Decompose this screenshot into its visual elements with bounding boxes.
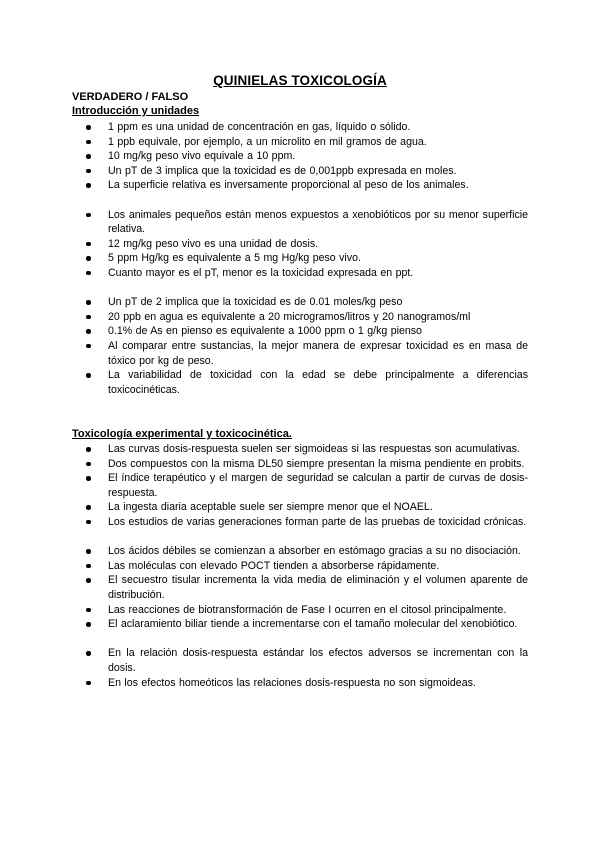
list-item [72, 178, 528, 193]
list-item [72, 544, 528, 559]
bullet-icon [86, 476, 91, 481]
list-item-text: 1 ppb equivale, por ejemplo, a un microlito en mil gramos de agua. [108, 135, 427, 148]
bullet-icon [86, 140, 91, 145]
list-item-text: Los animales pequeños están menos expuestos a xenobióticos por su menor superficie relativa. [108, 208, 528, 236]
bullet-icon [86, 447, 91, 452]
list-spacer [72, 632, 528, 647]
list-item [72, 471, 528, 500]
list-item-text: Al comparar entre sustancias, la mejor manera de expresar toxicidad es en masa de tóxico por kg de peso. [108, 339, 528, 367]
list-item-text: El índice terapéutico y el margen de seguridad se calculan a partir de curvas de dosis-respuesta. [108, 472, 528, 499]
list-item [72, 500, 528, 515]
page-title: QUINIELAS TOXICOLOGÍA [213, 73, 387, 88]
list-item-text: Un pT de 2 implica que la toxicidad es de 0.01 moles/kg peso [108, 296, 403, 309]
list-item [72, 135, 528, 150]
bullet-icon [86, 300, 91, 305]
bullet-icon [86, 608, 91, 613]
list-item [72, 237, 528, 252]
list-item [72, 310, 528, 325]
list-item [72, 442, 528, 457]
bullet-icon [86, 154, 91, 159]
bullet-icon [86, 373, 91, 378]
list-item-text: En los efectos homeóticos las relaciones dosis-respuesta no son sigmoideas. [108, 676, 476, 689]
list-item [72, 164, 528, 179]
list-item [72, 149, 528, 164]
list-item [72, 676, 528, 691]
bullet-icon [86, 505, 91, 510]
list-item-text: 5 ppm Hg/kg es equivalente a 5 mg Hg/kg peso vivo. [108, 252, 361, 265]
bullet-icon [86, 242, 91, 247]
list-item-text: Las reacciones de biotransformación de Fase I ocurren en el citosol principalmente. [108, 603, 507, 616]
list-item-text: En la relación dosis-respuesta estándar los efectos adversos se incrementan con la dosis. [108, 647, 528, 674]
bullet-icon [86, 564, 91, 569]
section-list-intro [72, 120, 528, 397]
list-item-text: Los ácidos débiles se comienzan a absorber en estómago gracias a su no disociación. [108, 545, 521, 558]
list-item [72, 251, 528, 266]
list-item-text: Las moléculas con elevado POCT tienden a absorberse rápidamente. [108, 559, 440, 572]
list-item-text: 10 mg/kg peso vivo equivale a 10 ppm. [108, 150, 296, 163]
list-item [72, 339, 528, 368]
list-item [72, 559, 528, 574]
bullet-icon [86, 681, 91, 686]
list-item-text: La superficie relativa es inversamente proporcional al peso de los animales. [108, 179, 469, 192]
bullet-icon [86, 169, 91, 174]
list-item [72, 573, 528, 602]
bullet-icon [86, 213, 91, 218]
bullet-icon [86, 183, 91, 188]
list-item-text: Las curvas dosis-respuesta suelen ser sigmoideas si las respuestas son acumulativas. [108, 443, 520, 455]
page-subtitle: VERDADERO / FALSO [72, 91, 189, 103]
bullet-icon [86, 125, 91, 130]
bullet-icon [86, 329, 91, 334]
list-item-text: 0.1% de As en pienso es equivalente a 1000 ppm o 1 g/kg pienso [108, 325, 422, 338]
list-item [72, 646, 528, 675]
list-item-text: 1 ppm es una unidad de concentración en gas, líquido o sólido. [108, 121, 411, 133]
list-item-text: Cuanto mayor es el pT, menor es la toxicidad expresada en ppt. [108, 266, 414, 279]
list-item [72, 457, 528, 472]
list-item-text: El secuestro tisular incrementa la vida media de eliminación y el volumen aparente de distribución. [108, 574, 528, 601]
list-item [72, 617, 528, 632]
list-item [72, 368, 528, 397]
list-item-text: 12 mg/kg peso vivo es una unidad de dosis. [108, 237, 319, 250]
list-item-text: Un pT de 3 implica que la toxicidad es de 0,001ppb expresada en moles. [108, 164, 457, 177]
list-item-text: La variabilidad de toxicidad con la edad se debe principalmente a diferencias toxicocinéticas. [108, 369, 528, 396]
bullet-icon [86, 622, 91, 627]
list-item [72, 208, 528, 237]
bullet-icon [86, 256, 91, 261]
list-spacer [72, 530, 528, 545]
bullet-icon [86, 462, 91, 467]
list-item-text: Dos compuestos con la misma DL50 siempre presentan la misma pendiente en probits. [108, 457, 525, 470]
list-item [72, 295, 528, 310]
bullet-icon [86, 651, 91, 656]
bullet-icon [86, 344, 91, 349]
list-spacer [72, 281, 528, 296]
list-item [72, 515, 528, 530]
bullet-icon [86, 578, 91, 583]
section-list-toxicology [72, 442, 528, 690]
list-item [72, 324, 528, 339]
section-heading-intro: Introducción y unidades [72, 105, 200, 117]
list-item [72, 266, 528, 281]
list-item-text: Los estudios de varias generaciones forman parte de las pruebas de toxicidad crónicas. [108, 515, 527, 528]
bullet-icon [86, 271, 91, 276]
section-heading-toxicology: Toxicología experimental y toxicocinética. [72, 428, 292, 440]
bullet-icon [86, 520, 91, 525]
list-item-text: El aclaramiento biliar tiende a incrementarse con el tamaño molecular del xenobiótico. [108, 618, 518, 631]
list-item-text: 20 ppb en agua es equivalente a 20 microgramos/litros y 20 nanogramos/ml [108, 310, 471, 323]
list-item-text: La ingesta diaria aceptable suele ser siempre menor que el NOAEL. [108, 501, 433, 514]
bullet-icon [86, 549, 91, 554]
list-spacer [72, 193, 528, 208]
bullet-icon [86, 315, 91, 320]
list-item [72, 603, 528, 618]
list-item [72, 120, 528, 135]
